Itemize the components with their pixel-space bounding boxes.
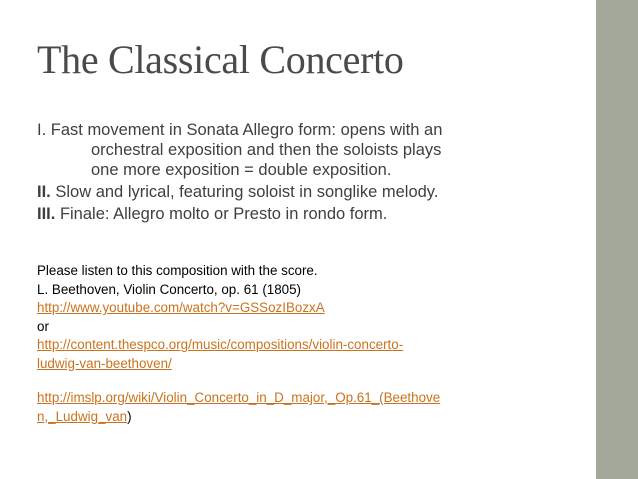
bullet-text: Slow and lyrical, featuring soloist in songlike melody. bbox=[55, 183, 439, 201]
spco-link[interactable] bbox=[37, 336, 557, 373]
imslp-link-line-2[interactable]: n,_Ludwig_van bbox=[37, 408, 128, 424]
spco-link-line-1[interactable]: http://content.thespco.org/music/compositions/violin-concerto- bbox=[37, 337, 404, 352]
youtube-link[interactable]: http://www.youtube.com/watch?v=GSSozIBozxA bbox=[37, 300, 325, 315]
imslp-link[interactable] bbox=[37, 389, 557, 426]
slide-title: The Classical Concerto bbox=[37, 37, 404, 82]
bullet-number: I. bbox=[37, 121, 47, 139]
or-text: or bbox=[37, 318, 49, 334]
bullet-text: Fast movement in Sonata Allegro form: opens with an bbox=[50, 121, 443, 139]
bullet-item-2 bbox=[37, 182, 597, 202]
bullet-number: III. bbox=[37, 205, 56, 223]
bullet-text-continuation: one more exposition = double exposition. bbox=[91, 161, 392, 179]
slide-accent-bar bbox=[596, 0, 638, 479]
bullet-item-1 bbox=[37, 120, 597, 180]
bullet-text-continuation: orchestral exposition and then the soloists plays bbox=[91, 141, 442, 159]
listening-note: Please listen to this composition with the score. bbox=[37, 263, 318, 278]
spacer bbox=[37, 373, 557, 389]
imslp-link-line-1[interactable]: http://imslp.org/wiki/Violin_Concerto_in_D_major,_Op.61_(Beethove bbox=[37, 390, 441, 405]
references-box bbox=[37, 262, 557, 426]
bullet-number: II. bbox=[37, 183, 51, 201]
bullet-item-3 bbox=[37, 204, 597, 224]
work-citation: L. Beethoven, Violin Concerto, op. 61 (1805) bbox=[37, 281, 302, 297]
spco-link-line-2[interactable]: ludwig-van-beethoven/ bbox=[37, 355, 172, 371]
bullet-text: Finale: Allegro molto or Presto in rondo form. bbox=[59, 205, 388, 223]
bullet-list bbox=[37, 120, 597, 226]
closing-paren: ) bbox=[127, 408, 132, 424]
